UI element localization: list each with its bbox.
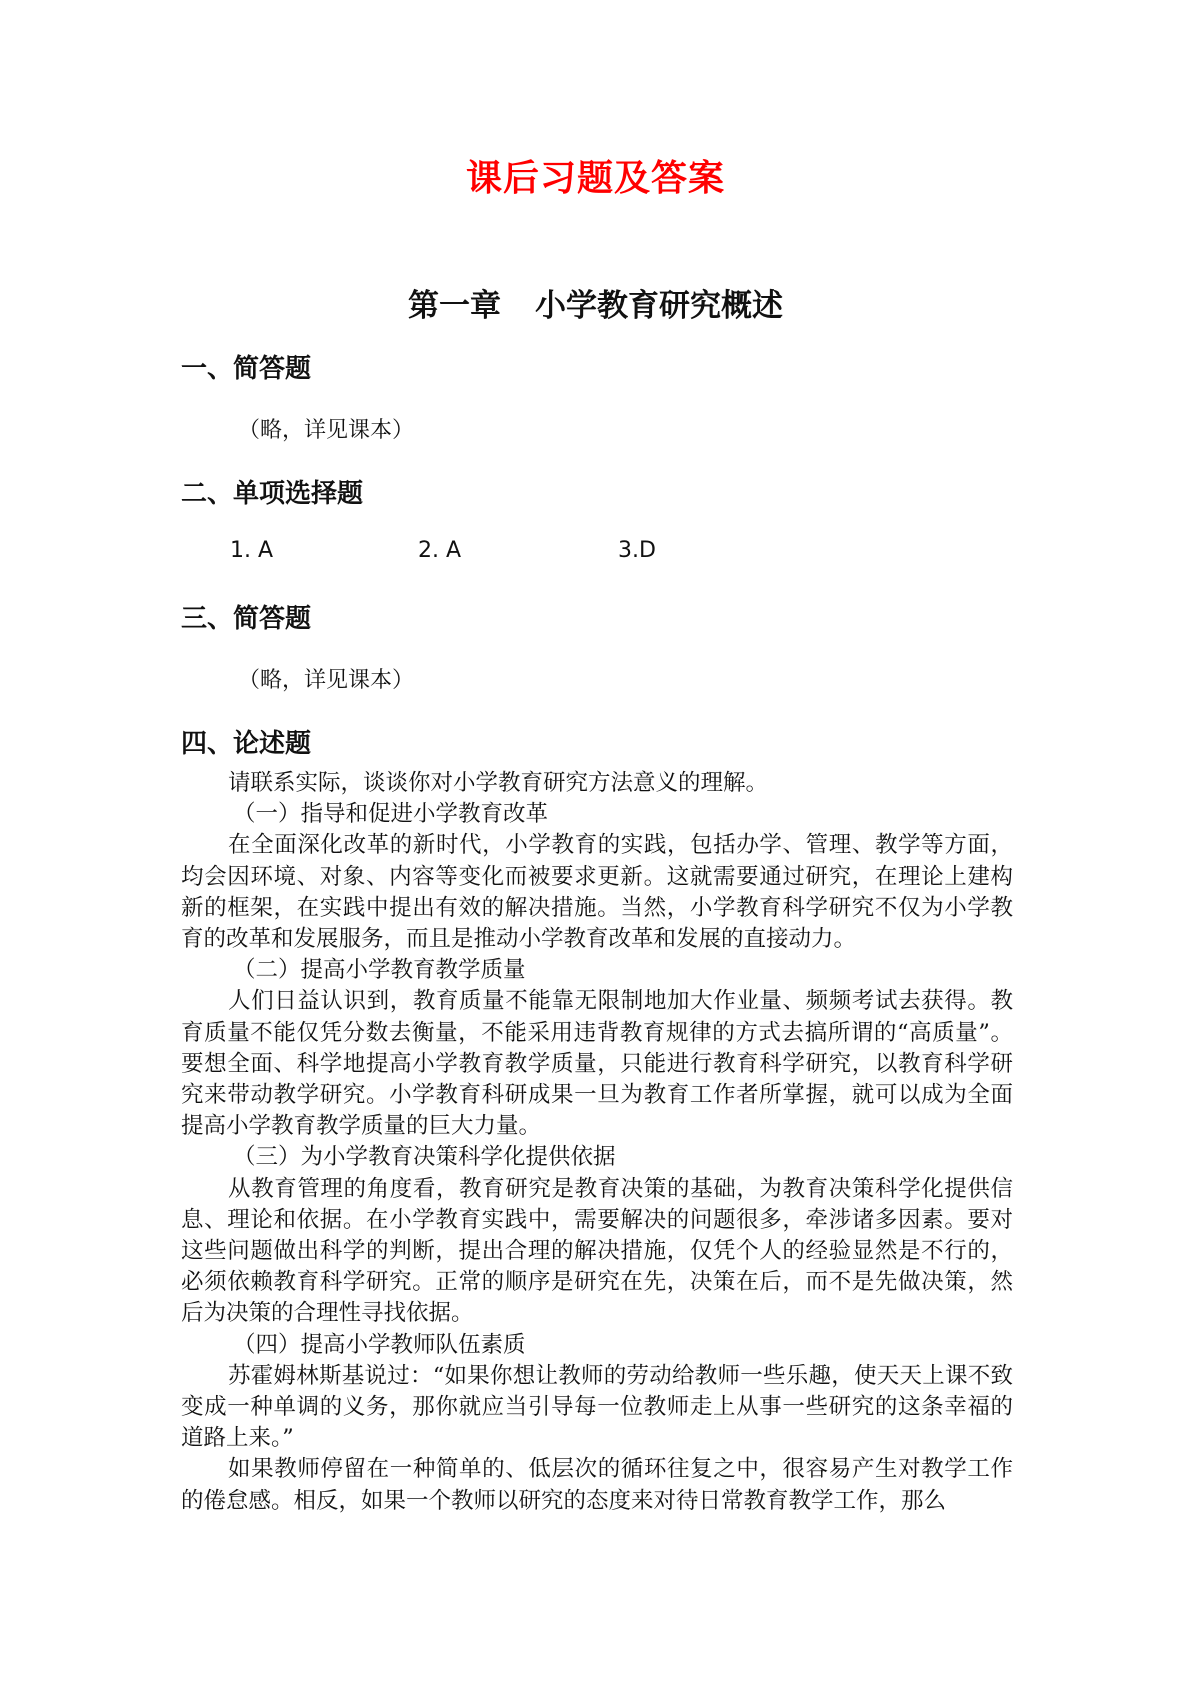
chapter-name: 小学教育研究概述 bbox=[535, 288, 783, 324]
answer-note-1: （略，详见课本） bbox=[238, 418, 415, 443]
choice-answer-2: 2. A bbox=[418, 538, 462, 563]
essay-paragraph: 在全面深化改革的新时代，小学教育的实践，包括办学、管理、教学等方面，均会因环境、对象、内容等变化而被要求更新。这就需要通过研究，在理论上建构新的框架，在实践中提出有效的解决措施。当然，小学教育科学研究不仅为小学教育的改革和发展服务，而且是推动小学教育改革和发展的直接动力。 bbox=[181, 832, 1013, 953]
chapter-number: 第一章 bbox=[408, 288, 501, 324]
essay-question: 请联系实际，谈谈你对小学教育研究方法意义的理解。 bbox=[228, 770, 769, 796]
section-heading-2: 二、单项选择题 bbox=[181, 479, 364, 509]
document-title: 课后习题及答案 bbox=[465, 158, 725, 199]
essay-subheading-1: （一）指导和促进小学教育改革 bbox=[233, 801, 549, 828]
section-heading-4: 四、论述题 bbox=[181, 729, 312, 759]
section-heading-1: 一、简答题 bbox=[181, 354, 312, 384]
essay-paragraph: 人们日益认识到，教育质量不能靠无限制地加大作业量、频频考试去获得。教育质量不能仅凭分数去衡量，不能采用违背教育规律的方式去搞所谓的“高质量”。要想全面、科学地提高小学教育教学质量，只能进行教育科学研究，以教育科学研究来带动教学研究。小学教育科研成果一旦为教育工作者所掌握，就可以成为全面提高小学教育教学质量的巨大力量。 bbox=[181, 988, 1013, 1140]
essay-subheading-2: （二）提高小学教育教学质量 bbox=[233, 957, 526, 984]
choice-answers bbox=[0, 538, 1191, 568]
section-heading-3: 三、简答题 bbox=[181, 604, 312, 634]
essay-subheading-4: （四）提高小学教师队伍素质 bbox=[233, 1331, 526, 1358]
chapter-title bbox=[0, 280, 1191, 325]
essay-paragraph: 从教育管理的角度看，教育研究是教育决策的基础，为教育决策科学化提供信息、理论和依据。在小学教育实践中，需要解决的问题很多，牵涉诸多因素。要对这些问题做出科学的判断，提出合理的解决措施，仅凭个人的经验显然是不行的，必须依赖教育科学研究。正常的顺序是研究在先，决策在后，而不是先做决策，然后为决策的合理性寻找依据。 bbox=[181, 1175, 1013, 1327]
answer-note-3: （略，详见课本） bbox=[238, 668, 415, 693]
choice-answer-1: 1. A bbox=[230, 538, 274, 563]
essay-subheading-3: （三）为小学教育决策科学化提供依据 bbox=[233, 1144, 616, 1171]
choice-answer-3: 3.D bbox=[618, 538, 656, 563]
essay-answer bbox=[181, 768, 1013, 1517]
essay-paragraph: 如果教师停留在一种简单的、低层次的循环往复之中，很容易产生对教学工作的倦怠感。相反，如果一个教师以研究的态度来对待日常教育教学工作，那么 bbox=[181, 1456, 1013, 1514]
essay-paragraph: 苏霍姆林斯基说过：“如果你想让教师的劳动给教师一些乐趣，使天天上课不致变成一种单调的义务，那你就应当引导每一位教师走上从事一些研究的这条幸福的道路上来。” bbox=[181, 1362, 1013, 1452]
